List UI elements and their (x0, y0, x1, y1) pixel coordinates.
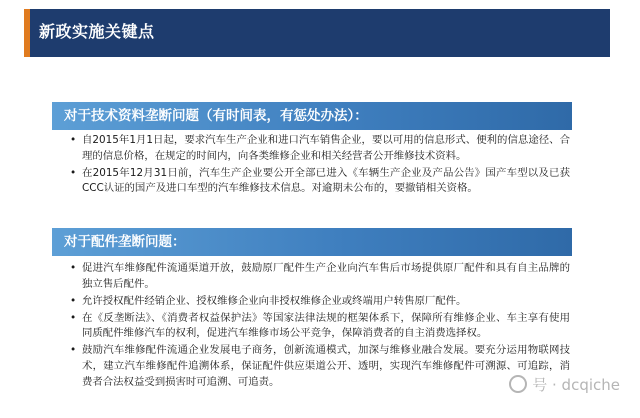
list-item (62, 311, 570, 342)
bullet-icon: • (70, 166, 77, 179)
list-item-text: 自2015年1月1日起，要求汽车生产企业和进口汽车销售企业，要以可用的信息形式、便利的信息途径、合理的信息价格，在规定的时间内，向各类维修企业和相关经营者公开维修技术资料。 (82, 134, 570, 162)
list-item (62, 294, 570, 310)
list-item-text: 促进汽车维修配件流通渠道开放，鼓励原厂配件生产企业向汽车售后市场提供原厂配件和具有自主品牌的独立售后配件。 (82, 262, 570, 290)
list-item-text: 允许授权配件经销企业、授权维修企业向非授权维修企业或终端用户转售原厂配件。 (82, 294, 467, 307)
bullet-icon: • (70, 134, 77, 146)
bullet-list-technical-data (62, 133, 570, 198)
section-header-parts (52, 228, 572, 256)
bullet-icon: • (70, 262, 77, 274)
list-item (62, 166, 570, 197)
list-item-text: 在《反垄断法》、《消费者权益保护法》等国家法律法规的框架体系下，保障所有维修企业、车主享有使用同质配件维修汽车的权利，促进汽车维修市场公平竞争，保障消费者的自主消费选择权。 (82, 311, 570, 340)
bullet-list-parts (62, 261, 570, 392)
watermark-text: 号 · dcqiche (532, 376, 620, 394)
wechat-icon (509, 375, 527, 393)
section-title: 对于配件垄断问题： (64, 234, 186, 250)
bullet-icon: • (70, 294, 77, 307)
bullet-icon: • (70, 344, 77, 357)
list-item (62, 343, 570, 390)
list-item (62, 133, 570, 164)
list-item (62, 261, 570, 292)
section-header-technical-data (52, 102, 572, 130)
section-title: 对于技术资料垄断问题（有时间表，有惩处办法）： (64, 108, 368, 124)
bullet-icon: • (70, 311, 77, 324)
watermark (509, 374, 620, 395)
list-item-text: 在2015年12月31日前，汽车生产企业要公开全部已进入《车辆生产企业及产品公告》国产车型以及已获CCC认证的国产及进口车型的汽车维修技术信息。对逾期未公布的，要撤销相关资格。 (82, 166, 570, 195)
slide-header (24, 9, 610, 57)
page-title: 新政实施关键点 (39, 22, 155, 41)
list-item-text: 鼓励汽车维修配件流通企业发展电子商务，创新流通模式，加深与维修业融合发展。要充分运用物联网技术，建立汽车维修配件追溯体系，保证配件供应渠道公开、透明，实现汽车维修配件可溯源、可追踪，消费者合法权益受到损害时可追溯、可追责。 (82, 344, 570, 388)
header-accent-bar (24, 9, 30, 57)
